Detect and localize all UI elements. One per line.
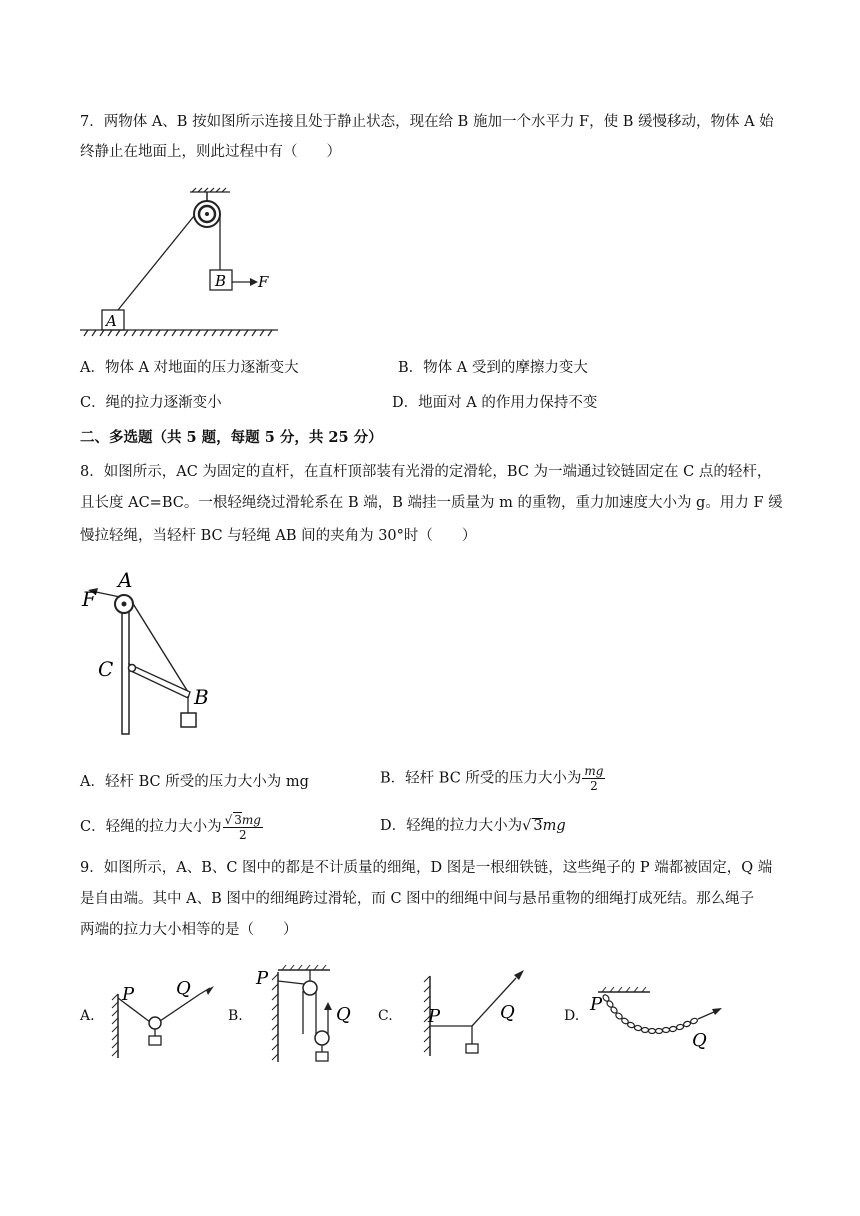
q7-option-a[interactable]: A．物体 A 对地面的压力逐渐变大 <box>80 360 299 376</box>
fraction-denominator: 2 <box>238 828 247 842</box>
q9-stem-line2: 是自由端。其中 A、B 图中的细绳跨过滑轮，而 C 图中的细绳中间与悬吊重物的细绳打成死结。那么绳子 <box>80 891 755 907</box>
block-a-label: A <box>106 312 117 330</box>
q9-stem-line3: 两端的拉力大小相等的是（ ） <box>80 922 298 938</box>
q9a-label-q: Q <box>176 978 191 999</box>
block-b-label: B <box>215 272 227 290</box>
fraction <box>582 764 605 793</box>
q9-figure-b <box>252 964 362 1064</box>
fraction-numerator: mg <box>584 764 604 778</box>
q9-figure-a <box>104 970 224 1060</box>
weight-block <box>181 713 196 727</box>
q8-option-c-prefix: C．轻绳的拉力大小为 <box>80 819 222 835</box>
q8-figure <box>82 568 222 738</box>
q8-option-b-prefix: B．轻杆 BC 所受的压力大小为 <box>380 770 582 787</box>
q8-label-f: F <box>82 587 96 611</box>
arrow-icon <box>324 1002 332 1010</box>
q8-option-c[interactable] <box>80 812 264 842</box>
q8-option-d[interactable] <box>380 816 566 836</box>
fraction <box>223 812 263 842</box>
q7-stem-line2: 终静止在地面上，则此过程中有（ ） <box>80 144 341 160</box>
q9c-label-p: P <box>428 1006 441 1027</box>
q9b-label-q: Q <box>336 1004 351 1025</box>
q9-option-d-label[interactable]: D. <box>564 1008 580 1024</box>
q8-stem-line3: 慢拉轻绳，当轻杆 BC 与轻绳 AB 间的夹角为 30°时（ ） <box>80 528 477 544</box>
hinge-c <box>129 665 136 672</box>
section-heading: 二、多选题（共 5 题，每题 5 分，共 25 分） <box>80 429 383 446</box>
q9-stem-line1: 9．如图所示，A、B、C 图中的都是不计质量的细绳，D 图是一根细铁链，这些绳子的 P 端都被固定，Q 端 <box>80 860 773 876</box>
ceiling-hatch <box>190 188 230 192</box>
q7-option-b[interactable]: B．物体 A 受到的摩擦力变大 <box>398 360 588 376</box>
q9a-label-p: P <box>122 984 135 1005</box>
radicand: 3 <box>533 818 543 834</box>
q9-option-b-label[interactable]: B. <box>228 1008 243 1024</box>
q8-option-b[interactable] <box>380 764 606 793</box>
q9b-label-p: P <box>256 968 269 989</box>
tail: mg <box>542 818 566 834</box>
q9c-label-q: Q <box>500 1002 515 1023</box>
q8-stem-line1: 8．如图所示，AC 为固定的直杆，在直杆顶部装有光滑的定滑轮，BC 为一端通过铰链固定在 C 点的轻杆， <box>80 464 772 480</box>
rod-ac <box>122 608 129 734</box>
q7-option-c[interactable]: C．绳的拉力逐渐变小 <box>80 395 222 411</box>
q9-figure-c <box>404 966 544 1062</box>
q7-stem-line1: 7．两物体 A、B 按如图所示连接且处于静止状态，现在给 B 施加一个水平力 F，使 B 缓慢移动，物体 A 始 <box>80 114 774 130</box>
chain <box>602 994 698 1034</box>
q9-figure-d <box>588 984 738 1054</box>
q8-label-a: A <box>118 568 133 592</box>
sqrt-icon: √ <box>224 813 233 827</box>
q9-option-c-label[interactable]: C. <box>378 1008 393 1024</box>
radicand: 3 <box>234 813 242 827</box>
q9d-label-q: Q <box>692 1030 707 1051</box>
q8-stem-line2: 且长度 AC=BC。一根轻绳绕过滑轮系在 B 端，B 端挂一质量为 m 的重物，重力加速度大小为 g。用力 F 缓 <box>80 495 783 511</box>
q9d-label-p: P <box>590 994 603 1015</box>
q8-label-b: B <box>194 685 209 709</box>
fraction-denominator: 2 <box>590 779 598 793</box>
pulley-icon <box>303 981 317 995</box>
sqrt-icon: √ <box>522 818 532 834</box>
fraction-numerator <box>223 812 263 828</box>
q8-option-a[interactable]: A．轻杆 BC 所受的压力大小为 mg <box>80 774 309 790</box>
ground-hatch <box>80 330 278 336</box>
arrow-icon <box>206 986 214 995</box>
q8-label-c: C <box>98 657 114 681</box>
arrow-icon <box>250 278 258 286</box>
numerator-tail: mg <box>241 813 261 827</box>
q9-option-a-label[interactable]: A. <box>80 1008 95 1024</box>
force-f-label: F <box>258 273 269 291</box>
q8-option-d-prefix: D．轻绳的拉力大小为 <box>380 818 523 834</box>
pulley-icon <box>315 1031 329 1045</box>
arrow-icon <box>712 1008 722 1015</box>
q7-option-d[interactable]: D．地面对 A 的作用力保持不变 <box>392 395 598 411</box>
q7-figure <box>80 188 280 338</box>
pulley-icon <box>149 1017 161 1029</box>
